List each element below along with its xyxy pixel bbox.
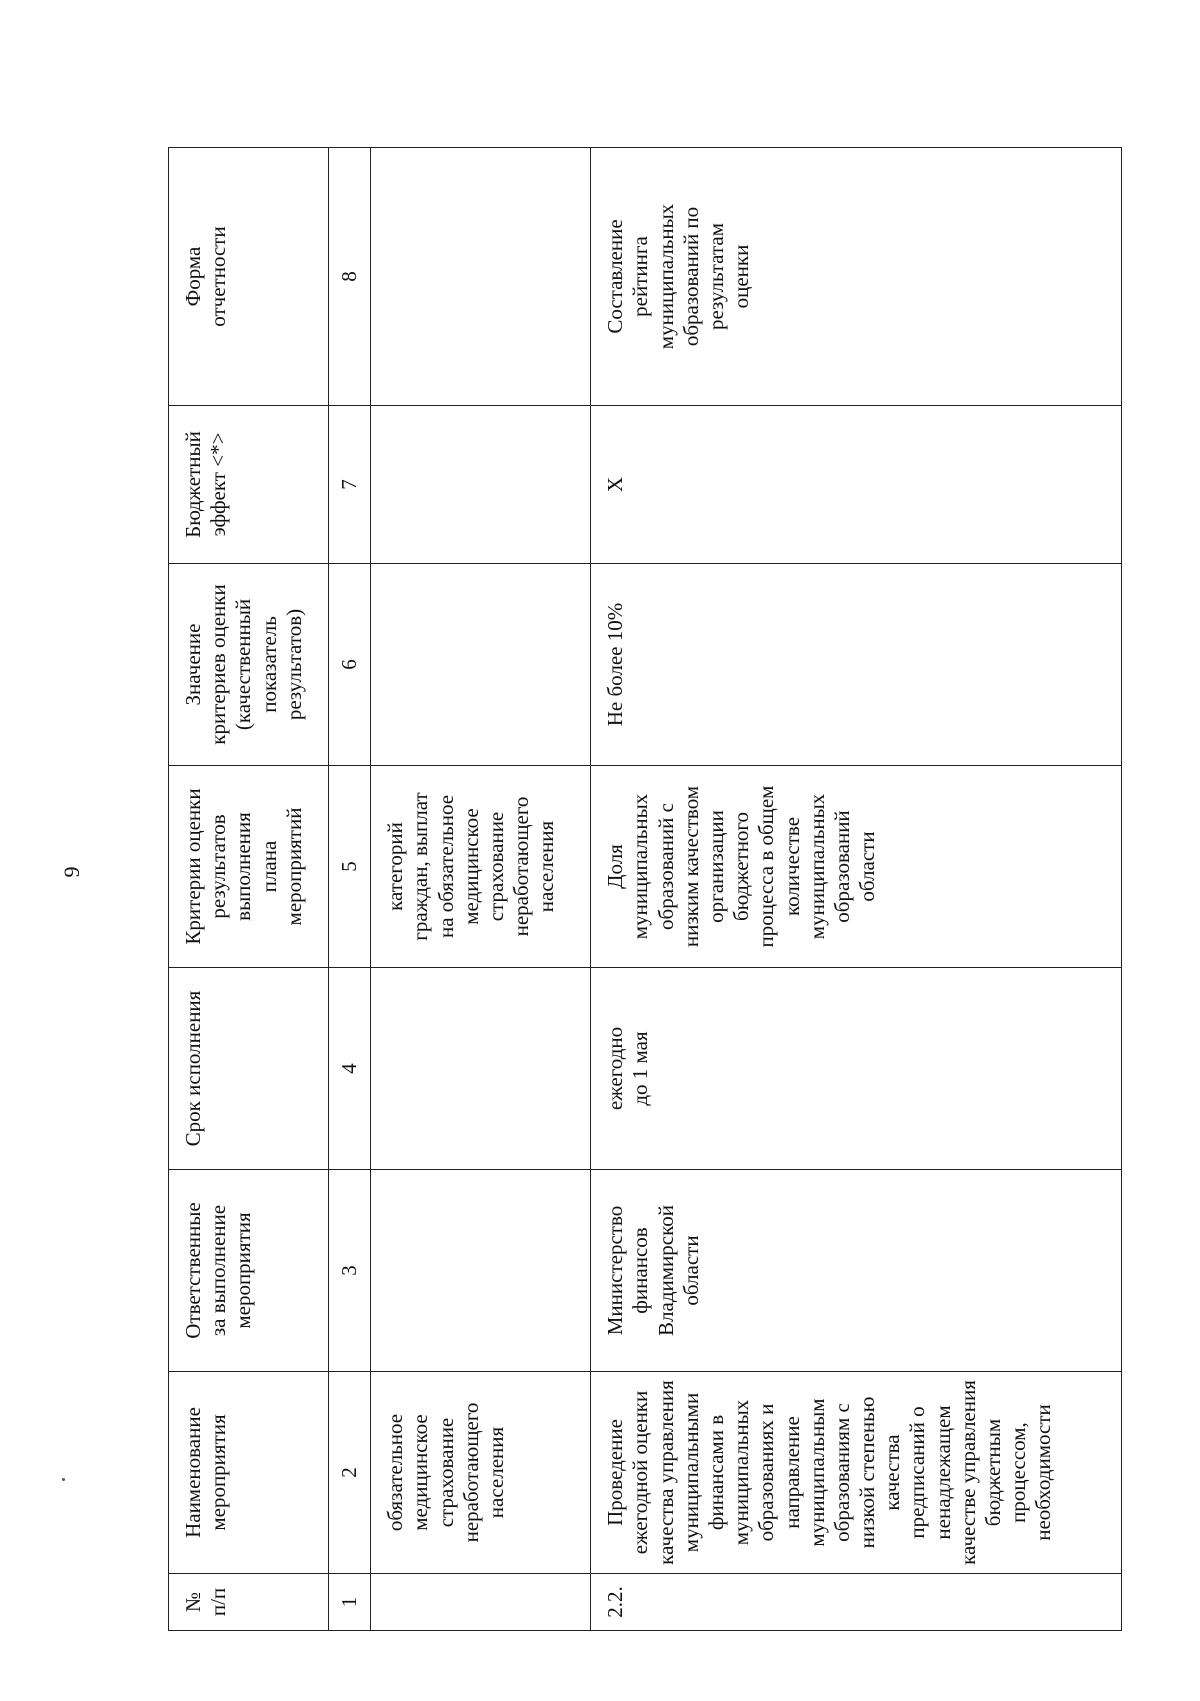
header-report-form: Форма отчетности: [169, 148, 329, 406]
header-measure-name: Наименование мероприятия: [169, 1372, 329, 1574]
rotated-table-wrapper: [168, 148, 1122, 1631]
column-number: 7: [329, 406, 371, 564]
row-number-cell: [371, 1574, 591, 1631]
header-deadline: Срок исполнения: [169, 968, 329, 1170]
responsible-cell: [371, 1170, 591, 1372]
column-number-row: [329, 148, 371, 1631]
column-number: 4: [329, 968, 371, 1170]
report-form-cell: [371, 148, 591, 406]
header-responsible: Ответственные за выполнение мероприятия: [169, 1170, 329, 1372]
column-number: 8: [329, 148, 371, 406]
header-number: № п/п: [169, 1574, 329, 1631]
criteria-value-cell: Не более 10%: [591, 564, 1122, 766]
measure-name-cell: Проведение ежегодной оценки качества управления муниципальными финансами в муниципальных образованиях и направление муниципальным образованиям с низкой степенью качества предписаний о ненадлежащем качестве управления бюджетным процессом, необходимости: [591, 1372, 1122, 1574]
table-row-2-2: [591, 148, 1122, 1631]
header-criteria: Критерии оценки результатов выполнения плана мероприятий: [169, 766, 329, 968]
column-number: 2: [329, 1372, 371, 1574]
criteria-value-cell: [371, 564, 591, 766]
header-budget-effect: Бюджетный эффект <*>: [169, 406, 329, 564]
row-number-cell: 2.2.: [591, 1574, 1122, 1631]
header-criteria-value: Значение критериев оценки (качественный показатель результатов): [169, 564, 329, 766]
report-form-cell: Составление рейтинга муниципальных образований по результатам оценки: [591, 148, 1122, 406]
budget-effect-cell: Х: [591, 406, 1122, 564]
measures-plan-table: [168, 147, 1122, 1631]
continuation-row: [371, 148, 591, 1631]
column-number: 5: [329, 766, 371, 968]
responsible-cell: Министерство финансов Владимирской области: [591, 1170, 1122, 1372]
budget-effect-cell: [371, 406, 591, 564]
criteria-cell: категорий граждан, выплат на обязательное медицинское страхование неработающего населения: [371, 766, 591, 968]
column-number: 6: [329, 564, 371, 766]
column-number: 3: [329, 1170, 371, 1372]
deadline-cell: ежегодно до 1 мая: [591, 968, 1122, 1170]
page-number: 9: [59, 866, 84, 878]
scan-speck: [62, 1478, 65, 1481]
criteria-cell: Доля муниципальных образований с низким качеством организации бюджетного процесса в общем количестве муниципальных образований области: [591, 766, 1122, 968]
header-row: [169, 148, 329, 1631]
deadline-cell: [371, 968, 591, 1170]
column-number: 1: [329, 1574, 371, 1631]
measure-name-cell: обязательное медицинское страхование неработающего населения: [371, 1372, 591, 1574]
